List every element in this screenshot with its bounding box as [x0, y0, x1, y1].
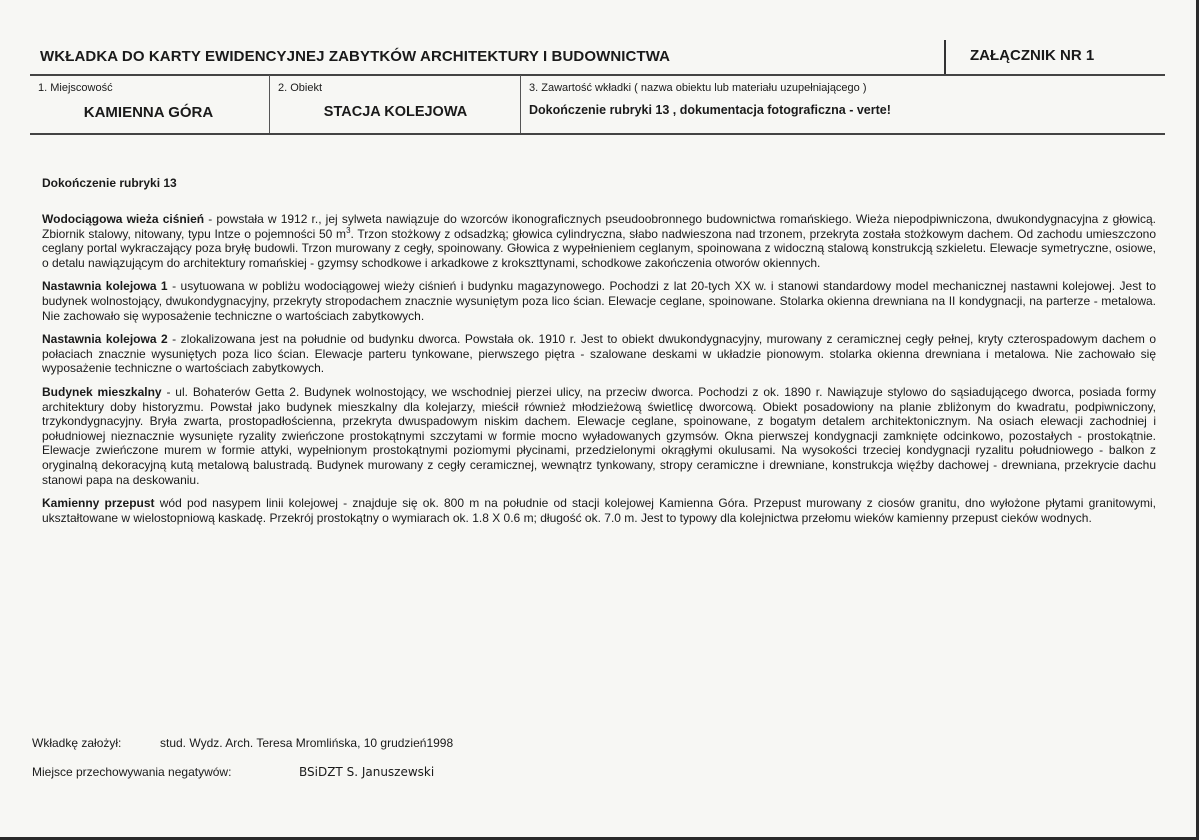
object-value: STACJA KOLEJOWA [323, 104, 468, 120]
paragraph-title: Nastawnia kolejowa 1 [42, 279, 168, 294]
author-label: Wkładkę założył: [32, 736, 122, 750]
locality-value: KAMIENNA GÓRA [83, 104, 214, 121]
author-value: stud. Wydz. Arch. Teresa Mromlińska, 10 grudzień1998 [160, 736, 454, 750]
paragraph-title: Kamienny przepust [42, 496, 155, 511]
annex-number: ZAŁĄCZNIK NR 1 [970, 47, 1095, 64]
form-header [30, 40, 1165, 76]
footer-author [32, 736, 454, 750]
paragraph-title: Budynek mieszkalny [42, 384, 162, 399]
paragraph-text: - powstała w 1912 r., jej sylweta nawiązuje do wzorców ikonograficznych pseudoobronnego budownictwa romańskiego. Wieża niepodpiwniczona, dwukondygnacyjna z głowicą. Zbiornik stalowy, nitowany, typu Intze o pojemności 50 m [42, 212, 1156, 241]
paragraph-title: Wodociągowa wieża ciśnień [42, 212, 205, 226]
paragraph-text: - zlokalizowana jest na południe od budynku dworca. Powstała ok. 1910 r. Jest to obiekt dwukondygnacyjny, murowany z ceramicznej cegły pełnej, kryty czterospadowym dachem o połaciach znacznie wysuniętych poza lico ścian. Elewacje parteru tynkowane, pierwszego piętra - szalowane deskami w układzie pionowym. stolarka okienna drewniana i metalowa. Nie zachowało się wyposażenie techniczne o wartościach zabytkowych. [42, 332, 1156, 376]
paragraph-stone-culvert [42, 496, 1156, 525]
paragraph-signal-box-1 [42, 279, 1156, 323]
superscript: 3 [346, 225, 351, 235]
paragraph-text: wód pod nasypem linii kolejowej - znajduje się ok. 800 m na południe od stacji kolejowej Kamienna Góra. Przepust murowany z ciosów granitu, dno wyłożone płytami granitowymi, ukształtowane w wielostopniową kaskadę. Przekrój prostokątny o wymiarach ok. 1.8 X 0.6 m; długość ok. 7.0 m. Jest to typowy dla kolejnictwa przełomu wieków kamienny przepust cieków wodnych. [42, 496, 1156, 525]
footer-negatives-storage [32, 765, 435, 779]
insert-content-value: Dokończenie rubryki 13 , dokumentacja fotograficzna - verte! [529, 103, 891, 117]
section-title: Dokończenie rubryki 13 [42, 176, 177, 190]
locality-field [30, 75, 267, 133]
description-body [42, 212, 1156, 534]
paragraph-water-tower [42, 212, 1156, 270]
storage-label: Miejsce przechowywania negatywów: [32, 765, 232, 779]
paragraph-text-continued: . Trzon stożkowy z odsadzką; głowica cylindryczna, słabo nadwieszona nad trzonem, przekryta została stożkowym dachem. Od zachodu umieszczono ceglany portal wykraczający poza bryłę budowli. Trzon murowany z cegły, spoinowany. Głowica z wypełnieniem ceglanym, spoinowana z widoczną stalową konstrukcją szkieletu. Elewacje symetryczne, osiowe, o detalu nawiązującym do architektury romańskiej - gzymsy schodkowe i arkadkowe z krokszttynami, schodkowe zakończenia otworów okiennych. [42, 226, 1156, 270]
header-divider [944, 40, 946, 74]
object-label: 2. Obiekt [278, 82, 323, 94]
paragraph-title: Nastawnia kolejowa 2 [42, 332, 168, 347]
paragraph-residential-building [42, 385, 1156, 487]
locality-label: 1. Miejscowość [38, 82, 113, 94]
paragraph-text: - ul. Bohaterów Getta 2. Budynek wolnostojący, we wschodniej pierzei ulicy, na przeciw dworca. Pochodzi z ok. 1890 r. Nawiązuje stylowo do sąsiadującego dworca, posiada formy architektury doby historyzmu. Powstał jako budynek mieszkalny dla kolejarzy, mieścił również młodzieżową świetlicę dworcową. Obiekt posadowiony na planie zbliżonym do kwadratu, podpiwniczony, trzykondygnacyjny. Bryła zwarta, prostopadłościenna, przekryta dwuspadowym niskim dachem. Elewacje ceglane, spoinowane, z bogatym detalem architektonicznym. Na osiach elewacji zachodniej i południowej nieznacznie wysunięte ryzality zwieńczone prostokątnymi szczytami w formie mocno wyładowanych gzymsów. Okna pierwszej kondygnacji zamknięte odcinkowo, pozostałych - prostokątnie. Elewacje zwieńczone murem w formie attyki, wypełnionym prostokątnymi poziomymi płycinami, przedzielonymi okrągłymi okulusami. Na wysokości trzeciej kondygnacji ryzalitu południowego - balkon z oryginalną dekoracyjną kutą metalową balustradą. Budynek murowany z cegły ceramicznej, wewnątrz tynkowany, stropy ceramiczne i drewniane, konstrukcja więźby dachowej - drewniana, przekrycie dachu stanowi papa na deskowaniu. [42, 384, 1156, 487]
form-fields-row [30, 75, 1165, 135]
paragraph-signal-box-2 [42, 332, 1156, 376]
object-field [269, 75, 521, 133]
insert-content-label: 3. Zawartość wkładki ( nazwa obiektu lub materiału uzupełniającego ) [529, 82, 867, 94]
paragraph-text: - usytuowana w pobliżu wodociągowej wieży ciśnień i budynku magazynowego. Pochodzi z lat 20-tych XX w. i stanowi standardowy model mechanicznej nastawni kolejowej. Jest to budynek wolnostojący, dwukondygnacyjny, przekryty stropodachem znacznie wysuniętym poza lico ścian. Elewacje ceglane, spoinowane. Stolarka okienna drewniana na II kondygnacji, na parterze - metalowa. Nie zachowało się wyposażenie techniczne o wartościach zabytkowych. [42, 279, 1157, 323]
storage-value: BSiDZT S. Januszewski [299, 765, 435, 779]
form-title: WKŁADKA DO KARTY EWIDENCYJNEJ ZABYTKÓW ARCHITEKTURY I BUDOWNICTWA [40, 48, 671, 65]
insert-content-field [520, 75, 1166, 133]
